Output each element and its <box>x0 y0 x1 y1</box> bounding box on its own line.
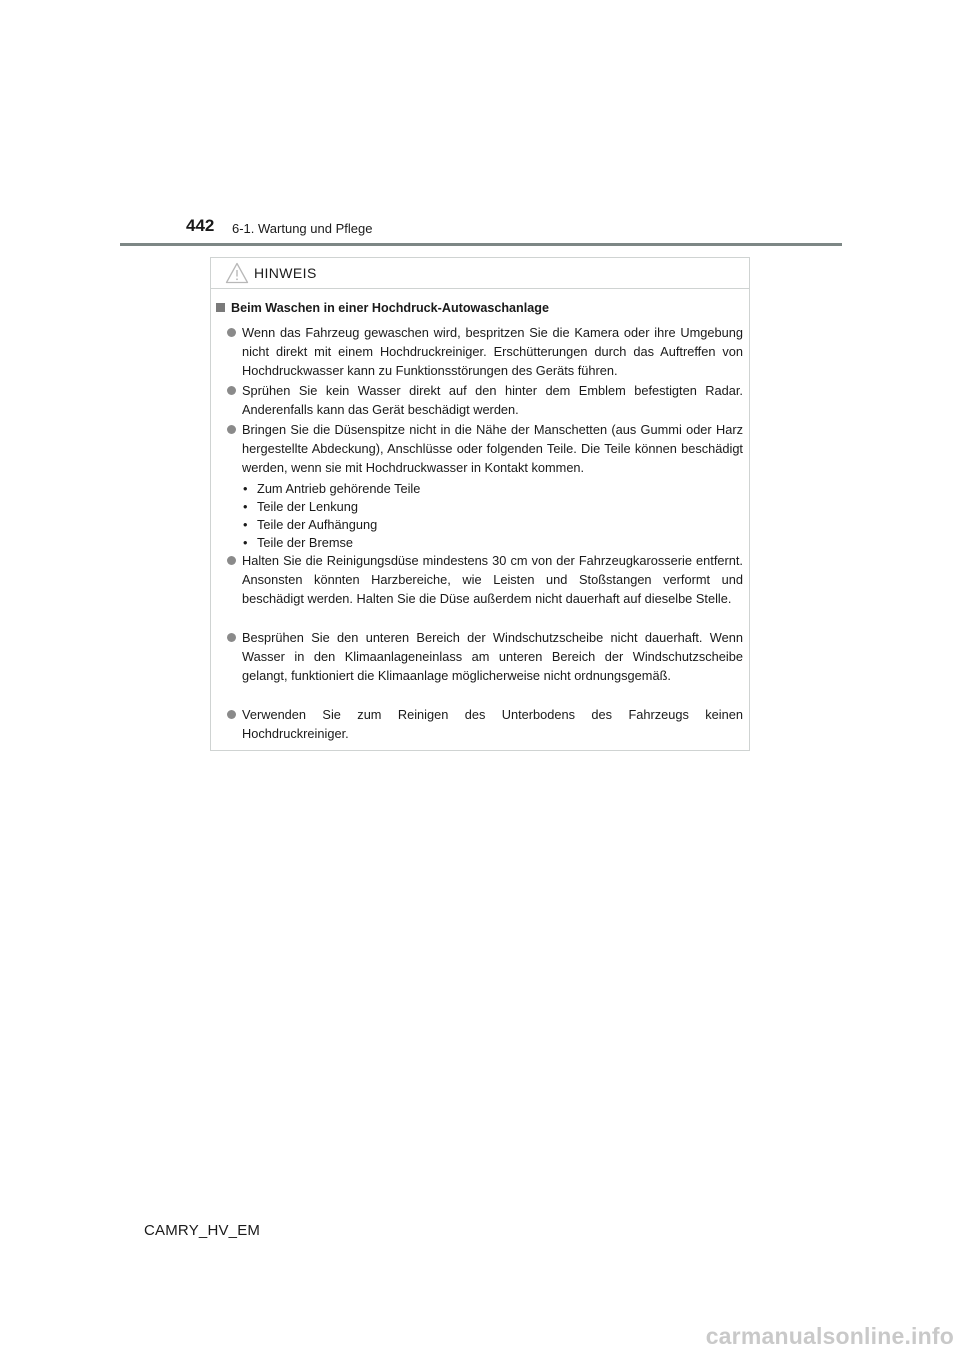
notice-box <box>210 257 750 751</box>
parts-list-text: Teile der Bremse <box>257 535 354 550</box>
bullet-text: Halten Sie die Reinigungsdüse mindestens 30 cm von der Fahrzeugkarosserie entfernt. Ansonsten könnten Harzbereiche, wie Leisten und Stoßstangen verformt und beschädigt werden. Halten Sie die Düse außerdem nicht dauerhaft auf dieselbe Stelle. <box>242 553 743 606</box>
parts-list-text: Teile der Lenkung <box>257 499 359 514</box>
bullet-text: Wenn das Fahrzeug gewaschen wird, bespritzen Sie die Kamera oder ihre Umgebung nicht direkt mit einem Hochdruckreiniger. Erschütterungen durch das Auftreffen von Hochdruckwasser kann zu Funktionsstörungen des Geräts führen. <box>242 325 743 378</box>
bullet-dot-icon <box>227 386 236 395</box>
parts-list-item: • Teile der Aufhängung <box>243 517 378 532</box>
watermark: carmanualsonline.info <box>705 1323 954 1349</box>
bullet-dot-icon <box>227 710 236 719</box>
bullet-text: Sprühen Sie kein Wasser direkt auf den hinter dem Emblem befestigten Radar. Anderenfalls kann das Gerät beschädigt werden. <box>242 383 743 417</box>
notice-bullet <box>227 323 743 380</box>
parts-list-item: • Teile der Bremse <box>243 535 354 550</box>
bullet-text: Bringen Sie die Düsenspitze nicht in die Nähe der Manschetten (aus Gummi oder Harz hergestellte Abdeckung), Anschlüsse oder folgenden Teile. Die Teile können beschädigt werden, wenn sie mit Hochdruckwasser in Kontakt kommen. <box>242 422 743 475</box>
model-code: CAMRY_HV_EM <box>144 1222 261 1239</box>
bullet-dot-icon <box>227 633 236 642</box>
parts-list <box>243 480 723 552</box>
notice-bullet <box>227 420 743 477</box>
parts-list-text: Zum Antrieb gehörende Teile <box>257 481 421 496</box>
notice-label: HINWEIS <box>254 265 317 281</box>
parts-list-item: • Zum Antrieb gehörende Teile <box>243 481 421 496</box>
parts-list-text: Teile der Aufhängung <box>257 517 378 532</box>
warning-triangle-icon <box>225 262 249 284</box>
header-divider <box>120 243 842 246</box>
bullet-dot-icon <box>227 328 236 337</box>
parts-list-item: • Teile der Lenkung <box>243 499 359 514</box>
notice-bullet <box>227 551 743 608</box>
notice-subheading <box>216 301 549 315</box>
notice-header <box>211 258 749 289</box>
bullet-dot-icon <box>227 425 236 434</box>
bullet-text: Verwenden Sie zum Reinigen des Unterbodens des Fahrzeugs keinen Hochdruckreiniger. <box>242 707 743 741</box>
bullet-text: Besprühen Sie den unteren Bereich der Windschutzscheibe nicht dauerhaft. Wenn Wasser in den Klimaanlageneinlass am unteren Bereich der Windschutzscheibe gelangt, funktioniert die Klimaanlage möglicherweise nicht ordnungsgemäß. <box>242 630 743 683</box>
notice-bullet <box>227 705 743 743</box>
bullet-dot-icon <box>227 556 236 565</box>
subheading-text: Beim Waschen in einer Hochdruck-Autowaschanlage <box>231 301 549 315</box>
notice-bullet <box>227 381 743 419</box>
notice-bullet <box>227 628 743 685</box>
page-number: 442 <box>186 216 215 235</box>
section-title: 6-1. Wartung und Pflege <box>232 221 373 236</box>
square-bullet-icon <box>216 303 225 312</box>
